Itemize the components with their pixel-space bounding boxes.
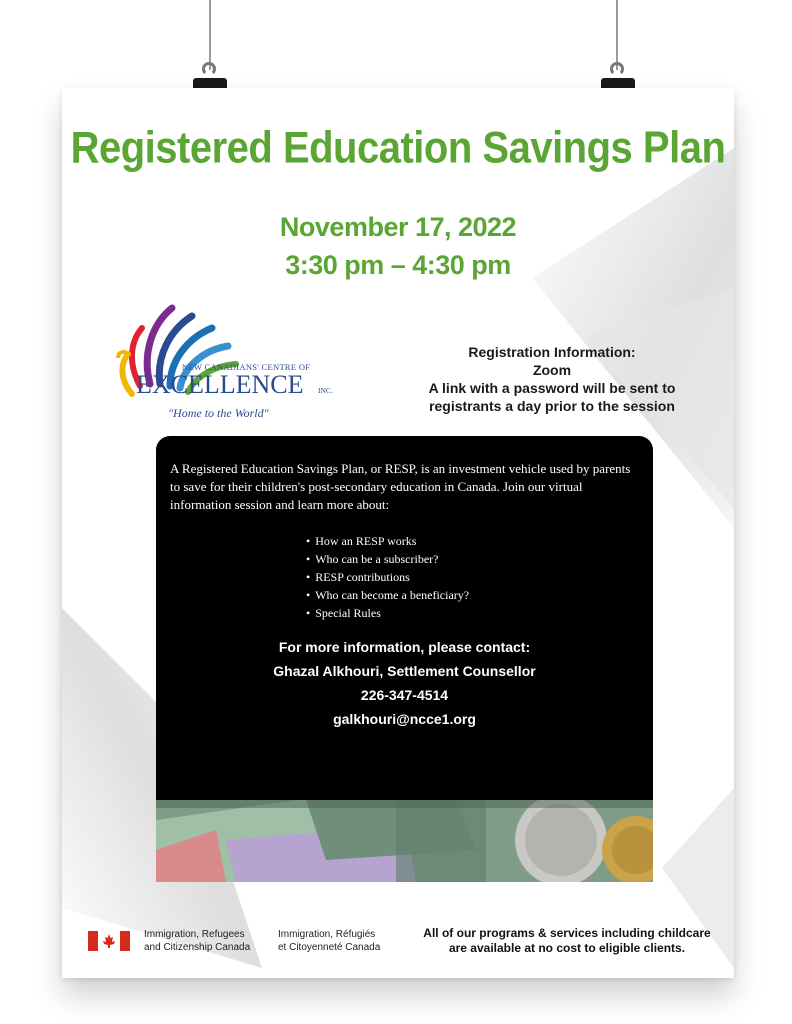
event-time: 3:30 pm – 4:30 pm: [285, 250, 511, 280]
contact-name: Ghazal Alkhouri, Settlement Counsellor: [273, 663, 536, 679]
hanging-wire-left: [209, 0, 211, 70]
topic-list: [306, 532, 469, 622]
notice-line1: All of our programs & services including childcare: [423, 926, 711, 940]
contact-email: galkhouri@ncce1.org: [333, 711, 476, 727]
list-item: • Who can become a beneficiary?: [306, 586, 469, 604]
logo-tagline: "Home to the World": [168, 406, 269, 420]
canada-flag-icon: [88, 931, 130, 951]
gov-fr-line2: et Citoyenneté Canada: [278, 942, 381, 953]
poster: [62, 88, 734, 978]
registration-info: [402, 343, 702, 415]
registration-note-line1: A link with a password will be sent to: [428, 380, 676, 396]
list-item: • Special Rules: [306, 604, 469, 622]
gov-en-line2: and Citizenship Canada: [144, 942, 251, 953]
hanging-wire-right: [616, 0, 618, 70]
intro-paragraph: A Registered Education Savings Plan, or RESP, is an investment vehicle used by parents to save for their children's post-secondary education in Canada. Join our virtual information session and learn more about:: [170, 461, 631, 512]
info-box: [156, 436, 653, 800]
contact-block: [156, 635, 653, 731]
list-item: • RESP contributions: [306, 568, 469, 586]
registration-note-line2: registrants a day prior to the session: [429, 398, 675, 414]
contact-heading: For more information, please contact:: [278, 639, 531, 655]
event-date: November 17, 2022: [279, 212, 517, 242]
gov-name-english: [144, 928, 250, 954]
gov-fr-line1: Immigration, Réfugiés: [278, 929, 376, 940]
list-item: • How an RESP works: [306, 532, 469, 550]
poster-title: Registered Education Savings Plan: [70, 123, 726, 173]
registration-platform: Zoom: [532, 362, 572, 378]
list-item: • Who can be a subscriber?: [306, 550, 469, 568]
ncce-logo-fan-icon: [112, 294, 352, 424]
logo-suffix: INC.: [318, 386, 333, 395]
gov-name-french: [278, 928, 380, 954]
money-image: [156, 800, 653, 882]
notice-line2: are available at no cost to eligible clients.: [448, 941, 686, 955]
logo-wordmark: EXCELLENCE: [136, 370, 304, 399]
gov-en-line1: Immigration, Refugees: [144, 929, 245, 940]
logo-org-name: NEW CANADIANS' CENTRE OF: [182, 362, 311, 372]
contact-phone: 226-347-4514: [360, 687, 449, 703]
cost-notice: [402, 926, 732, 956]
registration-heading: Registration Information:: [468, 344, 636, 360]
